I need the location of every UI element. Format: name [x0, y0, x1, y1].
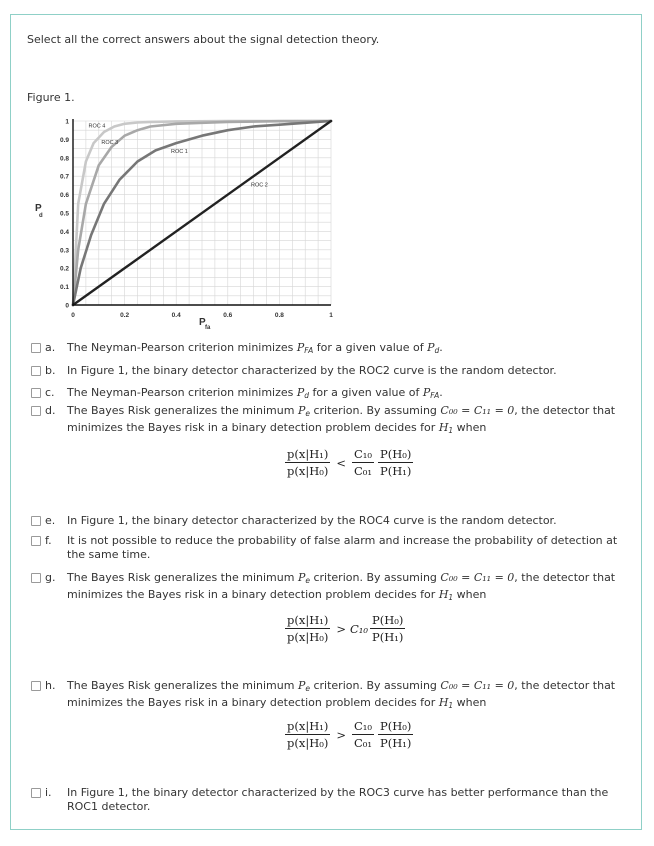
curve-label: ROC 3 [101, 140, 119, 146]
option-text: In Figure 1, the binary detector characterized by the ROC2 curve is the random detector. [67, 364, 557, 377]
y-axis-label: P [35, 203, 42, 214]
roc-chart [31, 113, 341, 335]
curve-label: ROC 2 [251, 182, 268, 189]
x-tick-label: 0 [71, 312, 75, 319]
equation-h: $\frac{\text{p(x|H₁)}}{\text{p(x|H₀)}}$ > $\frac{\text{C₁₀}}{\text{C₀₁}}$ $\frac{\text{P(H₀)}}{\text{P(H₁)}}$ [287, 719, 412, 750]
option-text: In Figure 1, the binary detector characterized by the ROC4 curve is the random detector. [67, 514, 557, 527]
option-letter: g. [45, 571, 56, 584]
option-i-checkbox[interactable] [31, 788, 41, 798]
option-text: It is not possible to reduce the probability of false alarm and increase the probability of detection at the same time. [67, 534, 618, 561]
figure-label: Figure 1. [27, 91, 75, 104]
option-letter: d. [45, 404, 56, 417]
y-tick-label: 0.3 [59, 247, 69, 255]
equation-d: $\frac{\text{p(x|H₁)}}{\text{p(x|H₀)}}$ < $\frac{\text{C₁₀}}{\text{C₀₁}}$ $\frac{\text{P(H₀)}}{\text{P(H₁)}}$ [287, 447, 412, 478]
option-e-checkbox[interactable] [31, 516, 41, 526]
option-c-checkbox[interactable] [31, 388, 41, 398]
y-tick-label: 0.6 [59, 192, 69, 200]
y-tick-label: 0.5 [59, 210, 69, 218]
curve-label: ROC 1 [171, 149, 188, 156]
question-card: Select all the correct answers about the signal detection theory. Figure 1. 0 0.2 0.4 0.6 0.8 1 0 0.1 0.2 0.3 0.4 0.5 0.6 0.7 0.8 0.9 1 ROC 4 ROC 3 ROC 1 ROC 2 P d P fa a. The Neyman-Pearson criterion minimizes $P_{FA}$ for a given value of $P_d$. b. In Figure 1, the binary detector characterized by the ROC2 curve is the random detector. c. The Neyman-Pearson criterion minimizes $P_d$ for a given value of $P_{FA}$. d. The Bayes Risk generalizes the minimum $P_e$ criterion. By assuming C₀₀ = C₁₁ = 0, the detector that minimizes the Bayes risk in a binary detection problem decides for $H_1$ when $\frac{\text{p(x|H₁)}}{\text{p(x|H₀)}}$ < $\frac{\text{C₁₀}}{\text{C₀₁}}$ $\frac{\text{P(H₀)}}{\text{P(H₁)}}$ e. In Figure 1, the binary detector characterized by the ROC4 curve is the random detector. f. It is not possible to reduce the probability of false alarm and increase the probability of detection at the same time. g. The Bayes Risk generalizes the minimum $P_e$ criterion. By assuming C₀₀ = C₁₁ = 0, the detector that minimizes the Bayes risk in a binary detection problem decides for $H_1$ when $\frac{\text{p(x|H₁)}}{\text{p(x|H₀)}}$ > C₁₀ $\frac{\text{P(H₀)}}{\text{P(H₁)}}$ h. The Bayes Risk generalizes the minimum $P_e$ criterion. By assuming C₀₀ = C₁₁ = 0, the detector that minimizes the Bayes risk in a binary detection problem decides for $H_1$ when $\frac{\text{p(x|H₁)}}{\text{p(x|H₀)}}$ > $\frac{\text{C₁₀}}{\text{C₀₁}}$ $\frac{\text{P(H₀)}}{\text{P(H₁)}}$ i. In Figure 1, the binary detector characterized by the ROC3 curve has better performance than the ROC1 detector. [10, 14, 642, 830]
y-tick-label: 1 [65, 118, 69, 126]
x-tick-label: 0.4 [171, 312, 181, 319]
y-tick-label: 0.7 [59, 173, 69, 181]
option-letter: h. [45, 679, 56, 692]
option-letter: b. [45, 364, 56, 377]
x-tick-label: 0.6 [223, 312, 233, 319]
option-letter: a. [45, 341, 56, 354]
y-tick-label: 0.4 [59, 228, 69, 236]
y-tick-label: 0.2 [59, 265, 69, 273]
option-d-checkbox[interactable] [31, 406, 41, 416]
y-tick-label: 0 [65, 302, 69, 310]
y-tick-label: 0.8 [59, 155, 69, 163]
option-letter: c. [45, 386, 55, 399]
option-f-checkbox[interactable] [31, 536, 41, 546]
x-axis-label: P [199, 317, 206, 328]
y-tick-label: 0.9 [59, 136, 69, 144]
equation-g: $\frac{\text{p(x|H₁)}}{\text{p(x|H₀)}}$ > C₁₀ $\frac{\text{P(H₀)}}{\text{P(H₁)}}$ [287, 613, 404, 644]
x-tick-label: 0.2 [120, 312, 130, 319]
option-a-checkbox[interactable] [31, 343, 41, 353]
question-text: Select all the correct answers about the signal detection theory. [27, 33, 380, 46]
x-tick-label: 1 [329, 312, 333, 319]
y-tick-label: 0.1 [59, 284, 69, 292]
option-b-checkbox[interactable] [31, 366, 41, 376]
option-letter: e. [45, 514, 56, 527]
y-axis-label-sub: d [39, 213, 43, 219]
x-axis-label-sub: fa [205, 325, 211, 331]
option-g-checkbox[interactable] [31, 573, 41, 583]
option-letter: f. [45, 534, 52, 547]
option-letter: i. [45, 786, 52, 799]
option-h-checkbox[interactable] [31, 681, 41, 691]
x-tick-label: 0.8 [274, 312, 284, 319]
curve-label: ROC 4 [88, 123, 106, 130]
option-text: In Figure 1, the binary detector characterized by the ROC3 curve has better performance than the ROC1 detector. [67, 786, 609, 813]
